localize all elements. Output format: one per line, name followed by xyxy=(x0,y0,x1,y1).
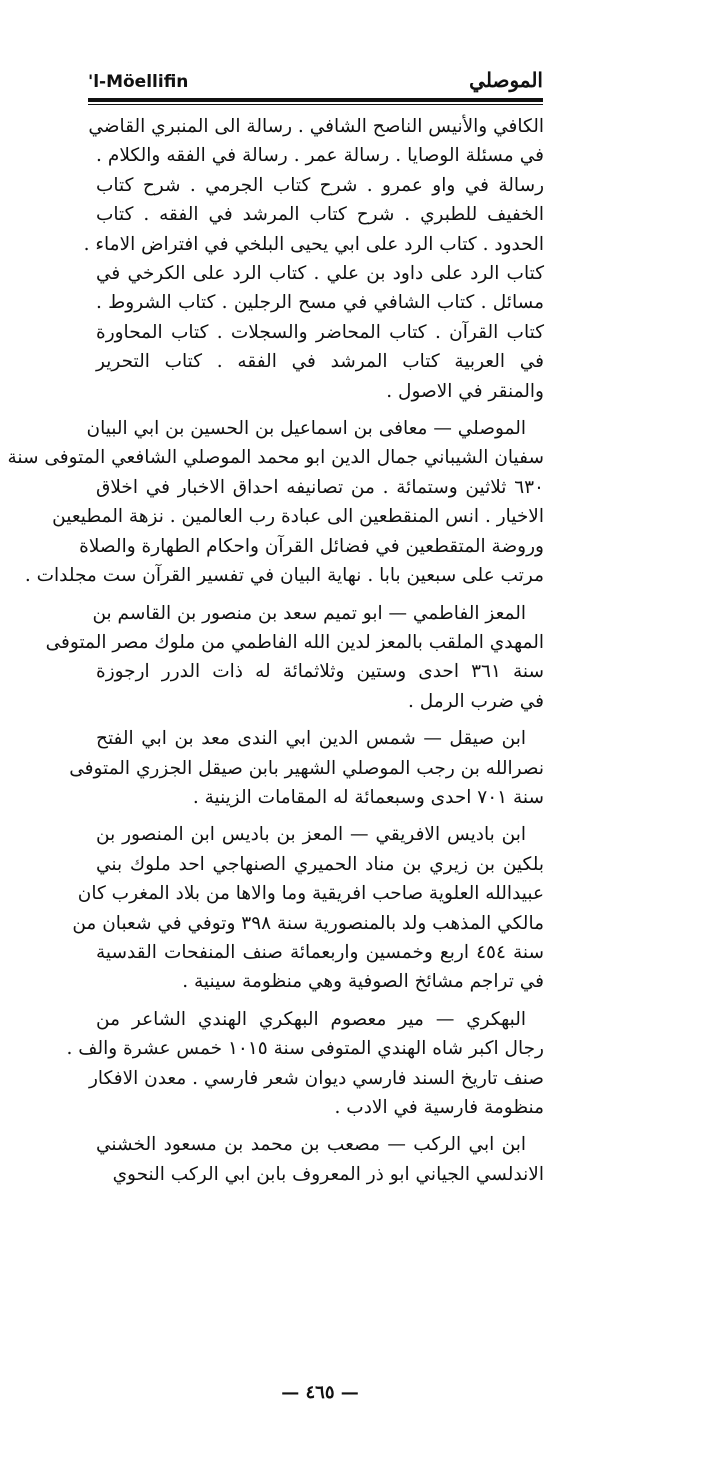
text-line: المعز الفاطمي — ابو تميم سعد بن منصور بن القاسم بن xyxy=(92,602,526,624)
text-line: البهكري — مير معصوم البهكري الهندي الشاعر من xyxy=(96,1008,526,1030)
text-line: وروضة المتقطعين في فضائل القرآن واحكام الطهارة والصلاة xyxy=(79,535,544,557)
entry-paragraph xyxy=(96,1130,544,1189)
entry-paragraph xyxy=(7,414,544,590)
text-line: منظومة فارسية في الادب . xyxy=(334,1097,544,1118)
text-line: سنة ٧٠١ احدى وسبعمائة له المقامات الزينية . xyxy=(192,786,544,808)
page-number: — ٤٦٥ — xyxy=(281,1382,359,1403)
text-line: ابن باديس الافريقي — المعز بن باديس ابن المنصور بن xyxy=(96,824,526,846)
text-line: والمنقر في الاصول . xyxy=(386,380,544,402)
header-rule-thick xyxy=(88,98,543,102)
text-line: عبيدالله العلوية صاحب افريقية وما والاها من بلاد المغرب كان xyxy=(77,883,544,905)
text-line: رسالة في واو عمرو . شرح كتاب الجرمي . شرح كتاب xyxy=(96,174,544,196)
text-line: رجال اكبر شاه الهندي المتوفى سنة ١٠١٥ خمس عشرة والف . xyxy=(66,1038,544,1060)
text-line: صنف تاريخ السند فارسي ديوان شعر فارسي . معدن الافكار xyxy=(88,1067,544,1089)
text-line: سفيان الشيباني جمال الدين ابو محمد الموصلي الشافعي المتوفى سنة xyxy=(7,447,544,469)
entry-paragraph xyxy=(45,599,544,717)
text-line: الخفيف للطبري . شرح كتاب المرشد في الفقه . كتاب xyxy=(96,204,544,226)
text-line: الاندلسي الجياني ابو ذر المعروف بابن ابي الركب النحوي xyxy=(112,1163,544,1185)
text-line: الاخيار . انس المنقطعين الى عبادة رب العالمين . نزهة المطيعين xyxy=(52,506,544,528)
text-line: ابن صيقل — شمس الدين ابي الندى معد بن ابي الفتح xyxy=(96,728,526,750)
text-line: مسائل . كتاب الشافي في مسح الرجلين . كتاب الشروط . xyxy=(96,292,544,314)
entry-paragraph xyxy=(66,1005,544,1123)
text-line: ابن ابي الركب — مصعب بن محمد بن مسعود الخشني xyxy=(96,1134,526,1156)
text-line: بلكين بن زيري بن مناد الحميري الصنهاجي احد ملوك بني xyxy=(96,853,544,875)
header-right-text: الموصلي xyxy=(469,68,543,92)
entry-paragraph xyxy=(83,112,544,406)
text-line: مرتب على سبعين بابا . نهاية البيان في تفسير القرآن ست مجلدات . xyxy=(24,565,544,587)
text-line: ٦٣٠ ثلاثين وستمائة . من تصانيفه احداق الاخبار في اخلاق xyxy=(96,476,544,498)
text-line: مالكي المذهب ولد بالمنصورية سنة ٣٩٨ وتوفي في شعبان من xyxy=(72,912,544,934)
text-line: سنة ٣٦١ احدى وستين وثلاثمائة له ذات الدرر ارجوزة xyxy=(96,661,544,683)
text-line: في العربية كتاب المرشد في الفقه . كتاب التحرير xyxy=(96,351,544,373)
text-line: نصرالله بن رجب الموصلي الشهير بابن صيقل الجزري المتوفى xyxy=(69,757,544,779)
text-line: المهدي الملقب بالمعز لدين الله الفاطمي من ملوك مصر المتوفى xyxy=(45,631,544,653)
text-line: الحدود . كتاب الرد على ابي يحيى البلخي في افتراض الاماء . xyxy=(83,233,544,255)
body-text xyxy=(7,112,544,1197)
text-line: كتاب الرد على داود بن علي . كتاب الرد على الكرخي في xyxy=(96,263,544,285)
text-line: في ضرب الرمل . xyxy=(407,690,544,712)
running-header xyxy=(88,68,543,98)
text-line: في مسئلة الوصايا . رسالة عمر . رسالة في الفقه والكلام . xyxy=(96,145,544,167)
text-line: الموصلي — معافى بن اسماعيل بن الحسين بن ابي البيان xyxy=(86,418,526,440)
header-rule-thin xyxy=(88,104,543,105)
header-left-text: 'l-Möellifin xyxy=(88,72,189,92)
text-line: كتاب القرآن . كتاب المحاضر والسجلات . كتاب المحاورة xyxy=(96,321,544,343)
entry-paragraph xyxy=(72,820,544,996)
entry-paragraph xyxy=(69,724,544,812)
text-line: في تراجم مشائخ الصوفية وهي منظومة سينية . xyxy=(182,971,544,993)
text-line: الكافي والأنيس الناصح الشافي . رسالة الى المنبري القاضي xyxy=(88,116,544,137)
text-line: سنة ٤٥٤ اربع وخمسين واربعمائة صنف المنفحات القدسية xyxy=(96,941,544,963)
